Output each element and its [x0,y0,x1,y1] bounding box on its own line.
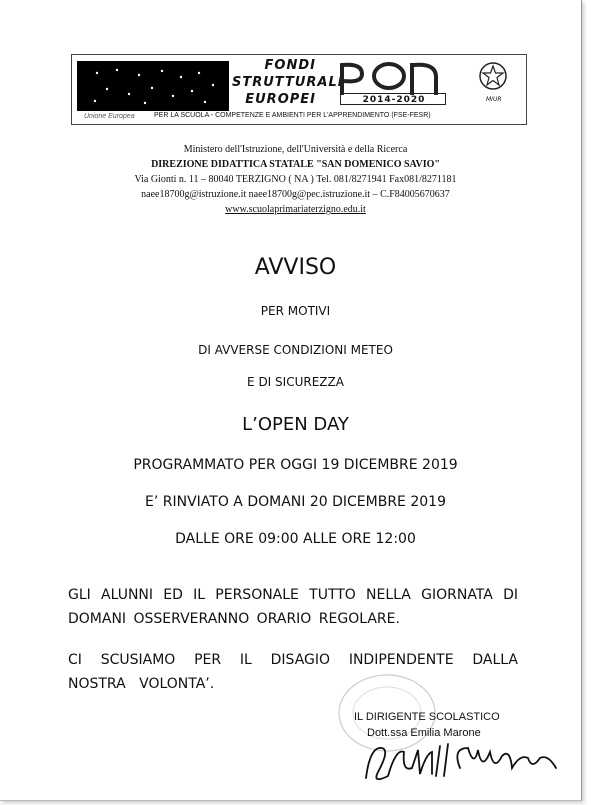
pon-logo [336,59,446,97]
fondi-line-1: FONDI [264,58,316,73]
school-name: DIREZIONE DIDATTICA STATALE "SAN DOMENICO SAVIO" [151,159,440,170]
eu-flag-logo [77,61,229,111]
event-title: L’OPEN DAY [242,414,349,435]
eu-label: Unione Europea [84,113,135,120]
banner-subtitle: PER LA SCUOLA - COMPETENZE E AMBIENTI PER L'APPRENDIMENTO (FSE-FESR) [154,112,431,119]
fondi-line-2: STRUTTURALI [232,75,344,90]
paragraph-staff: GLI ALUNNI ED IL PERSONALE TUTTO NELLA GIORNATA DI DOMANI OSSERVERANNO ORARIO REGOLARE. [68,587,518,627]
miur-label: MIUR [486,96,502,103]
notice-line-2: DI AVVERSE CONDIZIONI METEO [198,343,393,357]
postponed-line: E’ RINVIATO A DOMANI 20 DICEMBRE 2019 [145,494,446,510]
signature-role: IL DIRIGENTE SCOLASTICO [354,711,500,723]
pon-years: 2014-2020 [362,95,426,105]
address-line: Via Gionti n. 11 – 80040 TERZIGNO ( NA ) Tel. 081/8271941 Fax081/8271181 [134,174,457,185]
fondi-line-3: EUROPEI [245,92,316,107]
website-link[interactable]: www.scuolaprimariaterzigno.edu.it [225,204,366,215]
school-header [0,142,591,217]
italian-republic-emblem-icon [477,60,509,92]
pon-banner [71,54,527,125]
scheduled-line: PROGRAMMATO PER OGGI 19 DICEMBRE 2019 [133,457,458,473]
hours-line: DALLE ORE 09:00 ALLE ORE 12:00 [175,531,416,547]
fondi-strutturali-logo [232,57,344,108]
notice-title: AVVISO [254,255,337,280]
notice-line-3: E DI SICUREZZA [247,375,344,389]
signature-name: Dott.ssa Emilia Marone [367,727,481,739]
handwritten-signature [360,728,570,788]
email-line: naee18700g@istruzione.it naee18700g@pec.istruzione.it – C.F84005670637 [141,189,450,200]
notice-line-1: PER MOTIVI [260,304,331,318]
paragraph-apology: CI SCUSIAMO PER IL DISAGIO INDIPENDENTE DALLA NOSTRA VOLONTA’. [68,652,518,692]
ministry-line: Ministero dell'Istruzione, dell'Università e della Ricerca [183,144,408,155]
